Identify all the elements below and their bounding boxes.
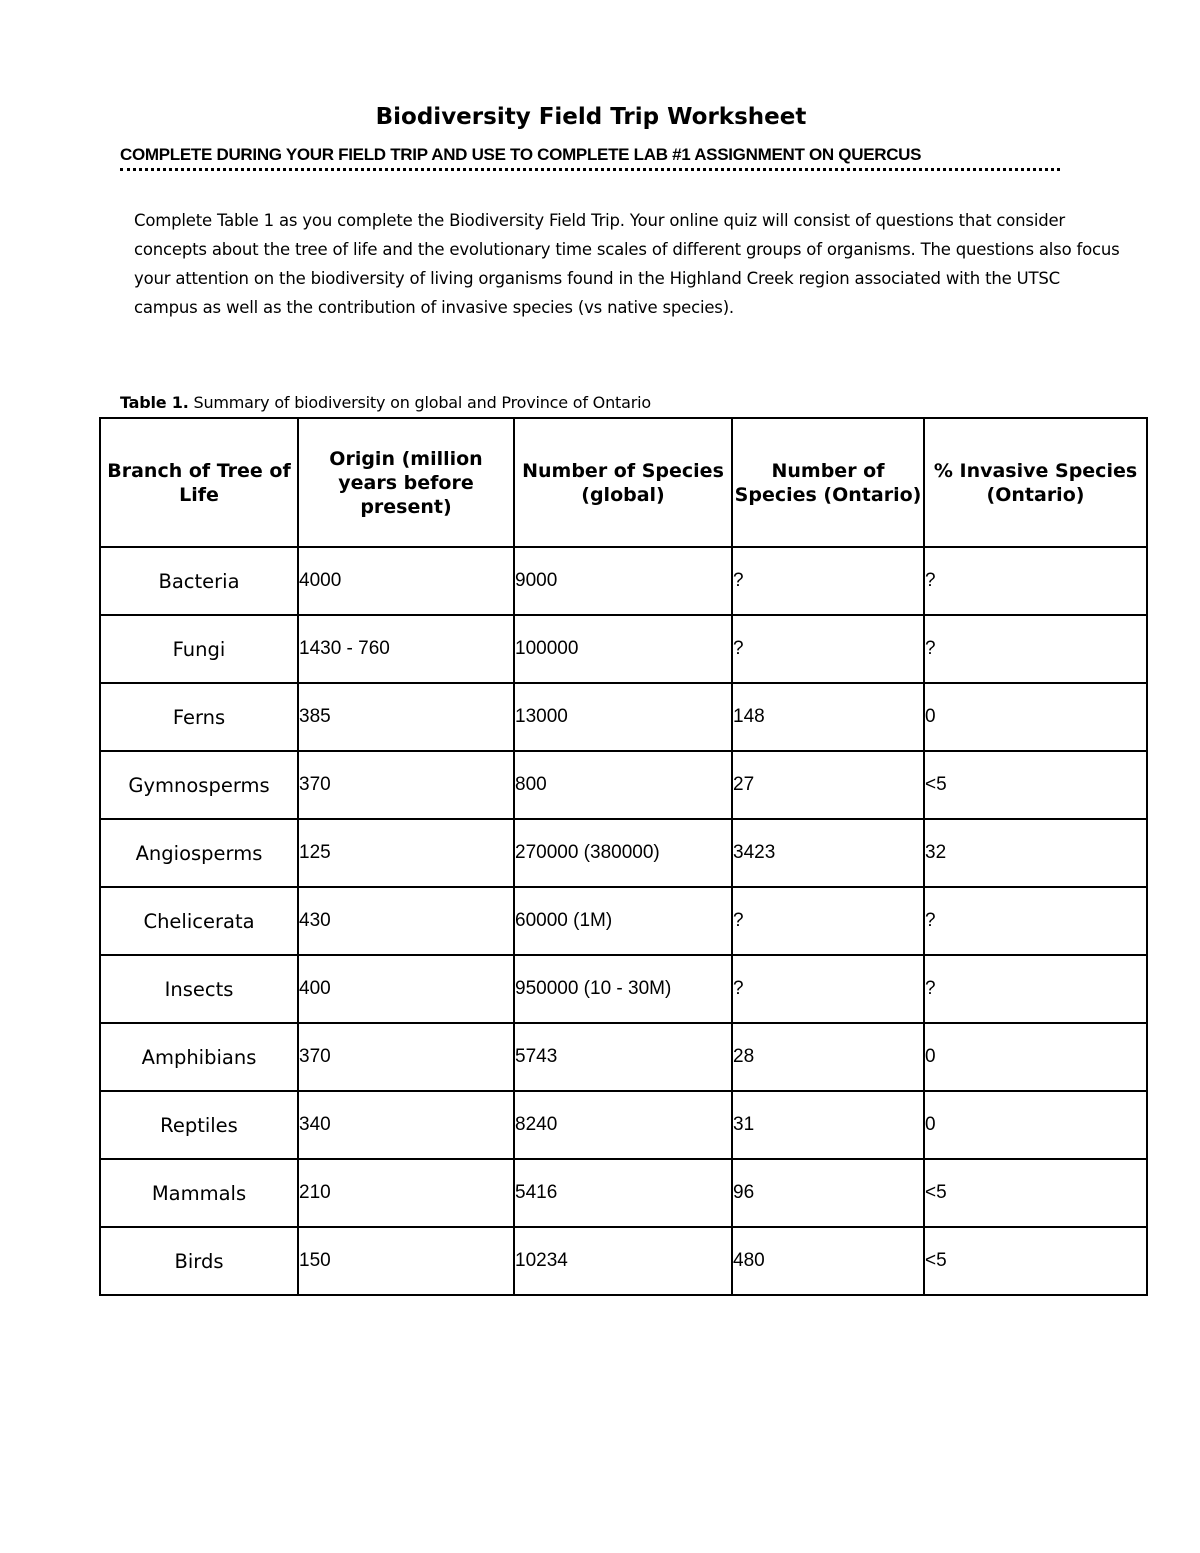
species-global-cell: 5416	[514, 1159, 732, 1227]
table-row	[100, 683, 1147, 751]
origin-cell: 385	[298, 683, 514, 751]
table-row	[100, 955, 1147, 1023]
origin-cell: 125	[298, 819, 514, 887]
species-ontario-cell: 148	[732, 683, 924, 751]
species-global-cell: 60000 (1M)	[514, 887, 732, 955]
species-ontario-cell: ?	[732, 955, 924, 1023]
branch-cell: Birds	[100, 1227, 298, 1295]
species-global-cell: 9000	[514, 547, 732, 615]
origin-cell: 1430 - 760	[298, 615, 514, 683]
invasive-cell: ?	[924, 615, 1147, 683]
invasive-cell: ?	[924, 955, 1147, 1023]
origin-cell: 4000	[298, 547, 514, 615]
branch-cell: Bacteria	[100, 547, 298, 615]
invasive-cell: <5	[924, 1227, 1147, 1295]
species-ontario-cell: ?	[732, 547, 924, 615]
table-row	[100, 751, 1147, 819]
origin-cell: 370	[298, 1023, 514, 1091]
invasive-cell: ?	[924, 547, 1147, 615]
species-global-cell: 950000 (10 - 30M)	[514, 955, 732, 1023]
species-ontario-cell: 27	[732, 751, 924, 819]
species-ontario-cell: 31	[732, 1091, 924, 1159]
invasive-cell: <5	[924, 1159, 1147, 1227]
worksheet-title: Biodiversity Field Trip Worksheet	[375, 104, 807, 130]
invasive-cell: ?	[924, 887, 1147, 955]
table-row	[100, 887, 1147, 955]
header-origin: Origin (million years before present)	[298, 418, 514, 547]
table-row	[100, 547, 1147, 615]
species-ontario-cell: 480	[732, 1227, 924, 1295]
species-ontario-cell: 3423	[732, 819, 924, 887]
table-row	[100, 819, 1147, 887]
branch-cell: Angiosperms	[100, 819, 298, 887]
header-species-ontario: Number of Species (Ontario)	[732, 418, 924, 547]
origin-cell: 370	[298, 751, 514, 819]
table-row	[100, 1159, 1147, 1227]
intro-paragraph: Complete Table 1 as you complete the Biodiversity Field Trip. Your online quiz will consist of questions that consider concepts about the tree of life and the evolutionary time scales of different groups of organisms. The questions also focus your attention on the biodiversity of living organisms found in the Highland Creek region associated with the UTSC campus as well as the contribution of invasive species (vs native species).	[134, 211, 1120, 317]
species-ontario-cell: ?	[732, 887, 924, 955]
invasive-cell: 32	[924, 819, 1147, 887]
table-header-row	[100, 418, 1147, 547]
branch-cell: Ferns	[100, 683, 298, 751]
table-caption-label: Table 1.	[120, 393, 189, 412]
header-species-global: Number of Species (global)	[514, 418, 732, 547]
table-row	[100, 1227, 1147, 1295]
table-caption	[120, 393, 920, 412]
species-ontario-cell: ?	[732, 615, 924, 683]
species-ontario-cell: 96	[732, 1159, 924, 1227]
branch-cell: Gymnosperms	[100, 751, 298, 819]
origin-cell: 400	[298, 955, 514, 1023]
biodiversity-table	[99, 417, 1148, 1296]
branch-cell: Amphibians	[100, 1023, 298, 1091]
species-global-cell: 8240	[514, 1091, 732, 1159]
table-row	[100, 1023, 1147, 1091]
header-invasive: % Invasive Species (Ontario)	[924, 418, 1147, 547]
branch-cell: Insects	[100, 955, 298, 1023]
table-body	[100, 547, 1147, 1295]
invasive-cell: 0	[924, 1091, 1147, 1159]
species-global-cell: 100000	[514, 615, 732, 683]
table-caption-text: Summary of biodiversity on global and Province of Ontario	[193, 393, 651, 412]
origin-cell: 150	[298, 1227, 514, 1295]
species-global-cell: 10234	[514, 1227, 732, 1295]
branch-cell: Mammals	[100, 1159, 298, 1227]
species-global-cell: 270000 (380000)	[514, 819, 732, 887]
invasive-cell: <5	[924, 751, 1147, 819]
invasive-cell: 0	[924, 1023, 1147, 1091]
species-global-cell: 800	[514, 751, 732, 819]
table-row	[100, 1091, 1147, 1159]
species-ontario-cell: 28	[732, 1023, 924, 1091]
table-row	[100, 615, 1147, 683]
origin-cell: 340	[298, 1091, 514, 1159]
branch-cell: Chelicerata	[100, 887, 298, 955]
branch-cell: Reptiles	[100, 1091, 298, 1159]
branch-cell: Fungi	[100, 615, 298, 683]
species-global-cell: 13000	[514, 683, 732, 751]
invasive-cell: 0	[924, 683, 1147, 751]
worksheet-subtitle: COMPLETE DURING YOUR FIELD TRIP AND USE TO COMPLETE LAB #1 ASSIGNMENT ON QUERCUS	[120, 145, 1060, 171]
species-global-cell: 5743	[514, 1023, 732, 1091]
origin-cell: 430	[298, 887, 514, 955]
header-branch: Branch of Tree of Life	[100, 418, 298, 547]
origin-cell: 210	[298, 1159, 514, 1227]
